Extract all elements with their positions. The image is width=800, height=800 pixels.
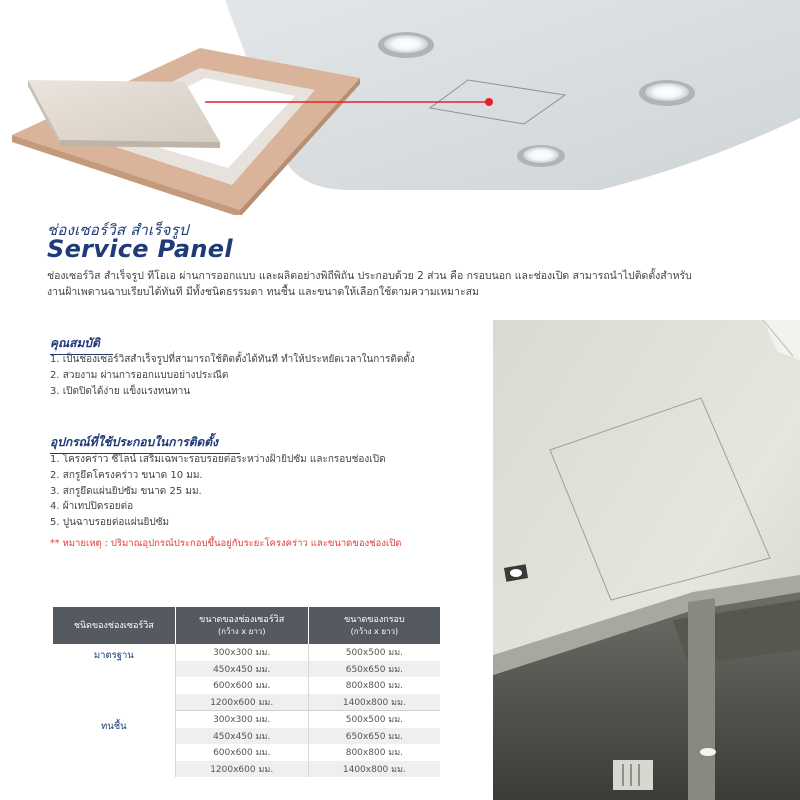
list-item: 4. ผ้าเทปปิดรอยต่อ <box>50 501 134 513</box>
list-item: 3. สกรูยึดแผ่นยิปซัม ขนาด 25 มม. <box>50 485 202 497</box>
column-header: ขนาดของช่องเซอร์วิส (กว้าง x ยาว) <box>175 607 308 644</box>
frame-size-cell: 650x650 มม. <box>308 728 440 745</box>
panel-type-cell: มาตรฐาน <box>53 644 175 711</box>
ceiling-light <box>639 80 695 106</box>
opening-size-cell: 450x450 มม. <box>175 661 308 678</box>
frame-size-cell: 800x800 มม. <box>345 748 404 759</box>
frame-size-cell: 800x800 มม. <box>345 681 404 692</box>
list-item: 1. เป็นช่องเซอร์วิสสำเร็จรูปที่สามารถใช้ติดตั้งได้ทันที ทำให้ประหยัดเวลาในการติดตั้ง <box>50 354 415 365</box>
title-english: Service Panel <box>47 235 233 263</box>
opening-size-cell: 1200x600 มม. <box>175 761 308 778</box>
opening-size-cell: 1200x600 มม. <box>175 694 308 711</box>
ceiling-light <box>378 32 434 58</box>
intro-line: งานฝ้าเพดานฉาบเรียบได้ทันที มีทั้งชนิดธรรมดา ทนชื้น และขนาดให้เลือกใช้ตามความเหมาะสม <box>47 286 479 298</box>
size-spec-table <box>53 607 440 777</box>
frame-size-cell: 500x500 มม. <box>345 715 404 726</box>
pointer-dot <box>485 98 493 106</box>
frame-product <box>12 48 360 215</box>
table-row <box>53 711 440 728</box>
frame-size-cell: 1400x800 มม. <box>308 761 440 778</box>
opening-size-cell: 600x600 มม. <box>175 744 308 761</box>
hero-product-illustration <box>0 0 800 215</box>
table-header-row <box>53 607 440 644</box>
equipment-note: ** หมายเหตุ : ปริมาณอุปกรณ์ประกอบขึ้นอยู่กับระยะโครงคร่าว และขนาดของช่องเปิด <box>50 538 402 549</box>
equipment-list <box>50 452 386 531</box>
features-heading: คุณสมบัติ <box>50 334 113 355</box>
opening-size-cell: 300x300 มม. <box>175 711 308 728</box>
opening-size-cell: 600x600 มม. <box>175 677 308 694</box>
air-grille <box>613 760 653 790</box>
list-item: 3. เปิดปิดได้ง่าย แข็งแรงทนทาน <box>50 385 191 397</box>
equipment-heading: อุปกรณ์ที่ใช้ประกอบในการติดตั้ง <box>50 433 240 454</box>
frame-size-cell: 1400x800 มม. <box>308 694 440 711</box>
ceiling-light <box>517 145 565 167</box>
intro-line: ช่องเซอร์วิส สำเร็จรูป ทีโอเอ ผ่านการออกแบบ และผลิตอย่างพิถีพิถัน ประกอบด้วย 2 ส่วน คือ กรอบนอก และช่องเปิด สามารถนำไปติดตั้งสำหรับ <box>47 270 692 282</box>
list-item: 5. ปูนฉาบรอยต่อแผ่นยิปซัม <box>50 517 170 529</box>
list-item: 2. สกรูยึดโครงคร่าว ขนาด 10 มม. <box>50 469 203 481</box>
intro-paragraph <box>47 268 787 300</box>
list-item: 1. โครงคร่าว ซีไลน์ เสริมเฉพาะรอบรอยต่อระหว่างฝ้ายิปซัม และกรอบช่องเปิด <box>50 454 386 465</box>
panel-type-cell: ทนชื้น <box>53 711 175 778</box>
column-header: ชนิดของช่องเซอร์วิส <box>53 607 175 644</box>
opening-size-cell: 450x450 มม. <box>175 728 308 745</box>
table-row <box>53 644 440 661</box>
ceiling-installation-photo <box>493 320 800 800</box>
title-thai: ช่องเซอร์วิส สำเร็จรูป <box>47 221 189 239</box>
frame-size-cell: 500x500 มม. <box>345 648 404 659</box>
opening-size-cell: 300x300 มม. <box>175 644 308 661</box>
frame-size-cell: 650x650 มม. <box>308 661 440 678</box>
list-item: 2. สวยงาม ผ่านการออกแบบอย่างประณีต <box>50 369 229 381</box>
column-header: ขนาดของกรอบ (กว้าง x ยาว) <box>308 607 440 644</box>
features-list <box>50 352 415 399</box>
